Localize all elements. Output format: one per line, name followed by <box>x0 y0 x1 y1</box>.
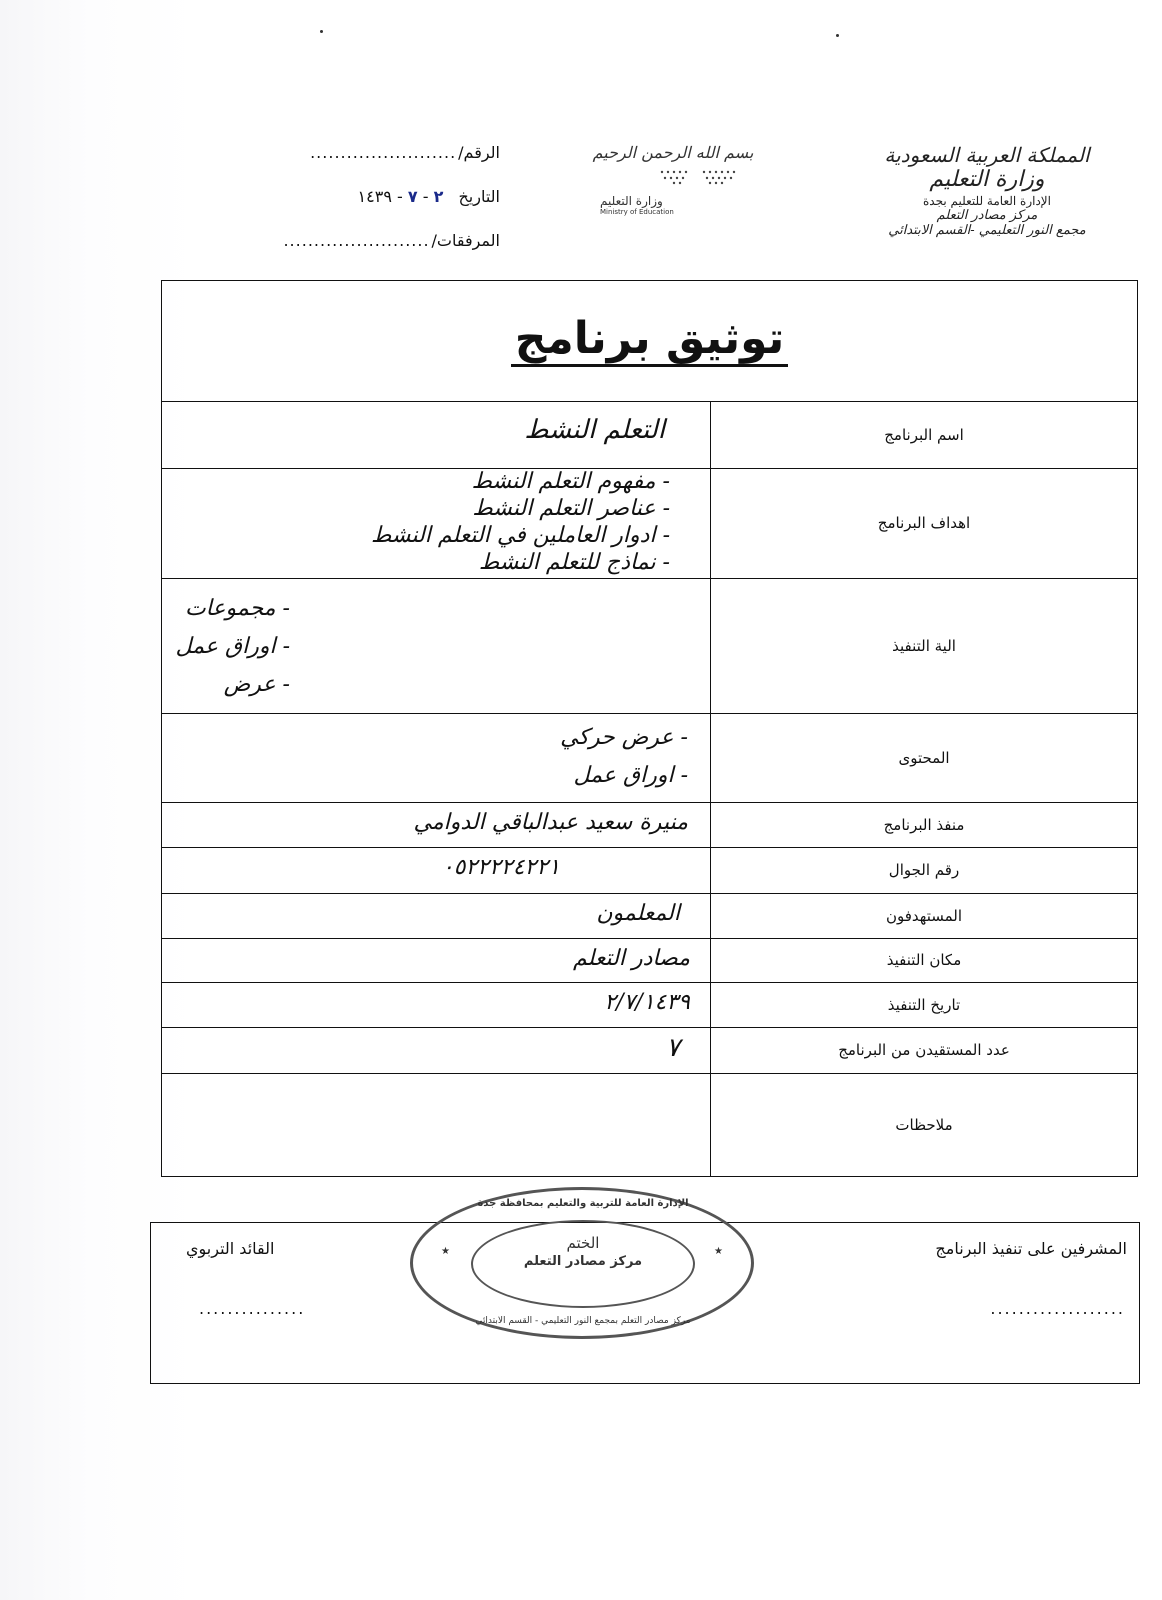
label-notes: ملاحظات <box>895 1115 953 1134</box>
leader-signature-dots: ............... <box>199 1299 306 1318</box>
complex-name: مجمع النور التعليمي -القسم الابتدائي <box>888 223 1086 238</box>
form-title-text: توثيق برنامج <box>511 313 788 367</box>
label-mobile-number: رقم الجوال <box>888 861 960 879</box>
stamp-ring-top-text: الإدارة العامة للتربية والتعليم بمحافظة جدة <box>477 1198 689 1209</box>
date-value <box>358 187 444 206</box>
date-month-handwritten: ٧ <box>407 187 418 206</box>
value-line: منيرة سعيد عبدالباقي الدوامي <box>413 810 688 835</box>
value-line: - عرض حركي <box>560 725 688 750</box>
date-label: التاريخ <box>458 187 500 206</box>
date-separator: - <box>422 187 429 206</box>
value-program-presenter <box>162 802 710 847</box>
value-line: - نماذج للتعلم النشط <box>478 550 670 575</box>
date-year: ١٤٣٩ <box>357 187 392 206</box>
label-target-audience: المستهدفون <box>885 906 963 925</box>
value-line: المعلمون <box>596 901 680 926</box>
value-line: - عناصر التعلم النشط <box>472 496 670 521</box>
value-content <box>162 713 710 802</box>
directorate-name: الإدارة العامة للتعليم بجدة <box>923 194 1051 208</box>
label-program-objectives: اهداف البرنامج <box>877 514 971 532</box>
value-implementation-location <box>162 938 710 982</box>
value-beneficiaries-count <box>162 1027 710 1073</box>
ministry-name: وزارة التعليم <box>929 167 1045 192</box>
label-implementation-location: مكان التنفيذ <box>886 951 962 969</box>
value-mobile-number <box>162 847 710 893</box>
value-line: - اوراق عمل <box>175 634 290 659</box>
label-program-presenter: منفذ البرنامج <box>883 815 965 834</box>
label-beneficiaries-count: عدد المستقيدن من البرنامج <box>838 1041 1010 1059</box>
stamp-title: الختم <box>566 1234 600 1252</box>
value-line: ٢/٧/١٤٣٩ <box>604 990 690 1015</box>
value-line: مصادر التعلم <box>573 946 690 971</box>
form-title <box>162 313 1137 364</box>
value-implementation-mechanism <box>162 578 710 713</box>
label-content: المحتوى <box>898 748 950 767</box>
ministry-logo-text-en: Ministry of Education <box>600 208 674 216</box>
value-line: ٧ <box>666 1033 680 1063</box>
attachments-row <box>190 231 500 275</box>
reference-number-row <box>190 143 500 187</box>
label-implementation-mechanism: الية التنفيذ <box>892 636 956 655</box>
star-icon: ★ <box>714 1246 723 1257</box>
date-day-handwritten: ٢ <box>433 187 444 206</box>
supervisors-label: المشرفين على تنفيذ البرنامج <box>935 1239 1127 1258</box>
scan-speck <box>836 34 839 37</box>
title-row <box>162 281 1137 402</box>
attachments-dots: ........................ <box>283 231 430 250</box>
ministry-logo-text: وزارة التعليم <box>600 194 663 208</box>
reference-number-dots: ........................ <box>310 143 457 162</box>
value-line: - مجموعات <box>184 596 290 621</box>
scan-speck <box>320 30 323 33</box>
ministry-logo-icon <box>658 168 738 186</box>
value-program-name <box>162 401 710 468</box>
label-implementation-date: تاريخ التنفيذ <box>887 995 961 1014</box>
educational-leader-label: القائد التربوي <box>186 1239 275 1258</box>
basmala: بسم الله الرحمن الرحيم <box>592 143 754 162</box>
label-program-name: اسم البرنامج <box>884 425 964 444</box>
header-organization-block <box>882 143 1092 238</box>
date-row <box>190 187 500 231</box>
stamp-center <box>471 1220 695 1308</box>
header-logo-block <box>588 143 758 216</box>
center-name: مركز مصادر التعلم <box>936 208 1038 223</box>
value-target-audience <box>162 893 710 938</box>
stamp-subtitle: مركز مصادر التعلم <box>523 1254 643 1269</box>
value-line: - عرض <box>223 672 290 697</box>
program-documentation-table <box>161 280 1138 1177</box>
attachments-label: المرفقات/ <box>431 231 500 250</box>
stamp-ring-bottom-text: مركز مصادر التعلم بمجمع النور التعليمي - القسم الابتدائي <box>475 1316 691 1326</box>
reference-block <box>190 143 500 275</box>
value-line: - مفهوم التعلم النشط <box>471 469 670 494</box>
supervisors-signature-dots: ................... <box>990 1299 1125 1318</box>
reference-number-label: الرقم/ <box>458 143 500 162</box>
star-icon: ★ <box>441 1246 450 1257</box>
value-line: التعلم النشط <box>524 415 665 445</box>
value-notes <box>162 1073 710 1176</box>
date-separator: - <box>397 187 403 206</box>
value-line: - اوراق عمل <box>573 763 688 788</box>
kingdom-name: المملكة العربية السعودية <box>884 143 1090 167</box>
official-stamp <box>410 1187 754 1339</box>
value-line: - ادوار العاملين في التعلم النشط <box>370 523 670 548</box>
value-line: ٠٥٢٢٢٢٤٢٢١ <box>441 855 560 880</box>
value-program-objectives <box>162 468 710 578</box>
value-implementation-date <box>162 982 710 1027</box>
